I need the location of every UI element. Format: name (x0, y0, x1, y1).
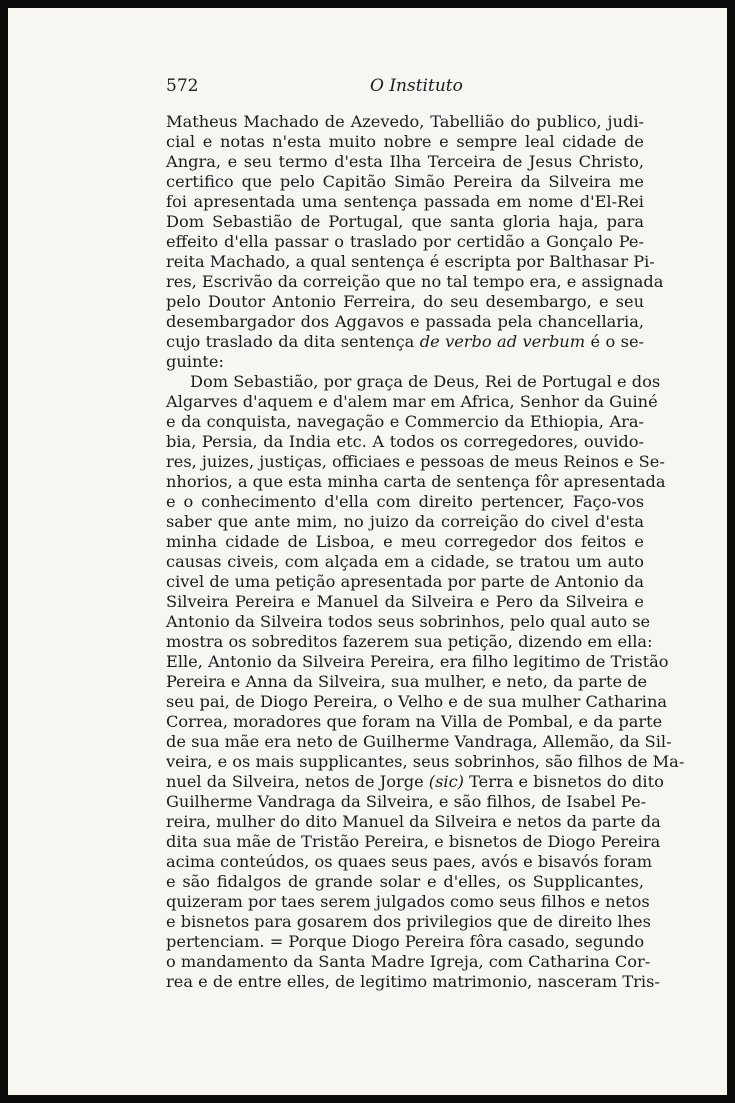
text-line: mostra os sobreditos fazerem sua petição, dizendo em ella: (166, 632, 653, 651)
text-line: Correa, moradores que foram na Villa de Pombal, e da parte (166, 712, 663, 731)
text-line: Silveira Pereira e Manuel da Silveira e Pero da Silveira e (166, 592, 644, 611)
body-text (166, 112, 685, 992)
text-line: guinte: (166, 352, 224, 371)
text-segment: Terra e bisnetos do dito (463, 772, 664, 791)
text-line: causas civeis, com alçada em a cidade, se tratou um auto (166, 552, 644, 571)
text-line: Antonio da Silveira todos seus sobrinhos, pelo qual auto se (166, 612, 651, 631)
page-header (166, 76, 666, 98)
text-line: Algarves d'aquem e d'alem mar em Africa, Senhor da Guiné (166, 392, 658, 411)
text-segment: nuel da Silveira, netos de Jorge (166, 772, 429, 791)
running-title: O Instituto (370, 76, 463, 96)
text-line: e o conhecimento d'ella com direito pertencer, Faço-vos (166, 492, 644, 511)
text-line: veira, e os mais supplicantes, seus sobrinhos, são filhos de Ma- (166, 752, 685, 771)
text-line: Dom Sebastião, por graça de Deus, Rei de Portugal e dos (190, 372, 661, 391)
text-line: cial e notas n'esta muito nobre e sempre leal cidade de (166, 132, 644, 151)
text-line: civel de uma petição apresentada por parte de Antonio da (166, 572, 644, 591)
text-line: Matheus Machado de Azevedo, Tabellião do publico, judi- (166, 112, 644, 131)
text-line: Angra, e seu termo d'esta Ilha Terceira de Jesus Christo, (166, 152, 644, 171)
text-segment: é o se- (585, 332, 645, 351)
text-line: reita Machado, a qual sentença é escripta por Balthasar Pi- (166, 252, 655, 271)
text-line: e bisnetos para gosarem dos privilegios que de direito lhes (166, 912, 651, 931)
text-line: Dom Sebastião de Portugal, que santa gloria haja, para (166, 212, 644, 231)
text-line: acima conteúdos, os quaes seus paes, avós e bisavós foram (166, 852, 653, 871)
text-line: effeito d'ella passar o traslado por certidão a Gonçalo Pe- (166, 232, 644, 251)
text-line: quizeram por taes serem julgados como seus filhos e netos (166, 892, 650, 911)
page-number: 572 (166, 76, 199, 96)
text-line: Pereira e Anna da Silveira, sua mulher, e neto, da parte de (166, 672, 648, 691)
text-line: pertenciam. = Porque Diogo Pereira fôra casado, segundo (166, 932, 645, 951)
text-line (166, 332, 644, 352)
text-line: bia, Persia, da India etc. A todos os corregedores, ouvido- (166, 432, 644, 451)
text-line: o mandamento da Santa Madre Igreja, com Catharina Cor- (166, 952, 651, 971)
text-line: saber que ante mim, no juizo da correição do civel d'esta (166, 512, 644, 531)
text-line: de sua mãe era neto de Guilherme Vandraga, Allemão, da Sil- (166, 732, 672, 751)
text-line: res, Escrivão da correição que no tal tempo era, e assignada (166, 272, 664, 291)
book-page (16, 16, 735, 1103)
text-line: seu pai, de Diogo Pereira, o Velho e de sua mulher Catharina (166, 692, 668, 711)
text-line: dita sua mãe de Tristão Pereira, e bisnetos de Diogo Pereira (166, 832, 661, 851)
italic-phrase: de verbo ad verbum (419, 332, 586, 351)
text-line (166, 772, 664, 792)
text-line: Elle, Antonio da Silveira Pereira, era filho legitimo de Tristão (166, 652, 669, 671)
text-line: res, juizes, justiças, officiaes e pessoas de meus Reinos e Se- (166, 452, 665, 471)
text-line: reira, mulher do dito Manuel da Silveira e netos da parte da (166, 812, 661, 831)
text-line: desembargador dos Aggavos e passada pela chancellaria, (166, 312, 644, 331)
text-line: Guilherme Vandraga da Silveira, e são filhos, de Isabel Pe- (166, 792, 647, 811)
text-line: e da conquista, navegação e Commercio da Ethiopia, Ara- (166, 412, 644, 431)
text-line: minha cidade de Lisboa, e meu corregedor dos feitos e (166, 532, 644, 551)
text-line: e são fidalgos de grande solar e d'elles, os Supplicantes, (166, 872, 644, 891)
text-line: rea e de entre elles, de legitimo matrimonio, nasceram Tris- (166, 972, 660, 991)
text-line: certifico que pelo Capitão Simão Pereira da Silveira me (166, 172, 644, 191)
text-segment: cujo traslado da dita sentença (166, 332, 420, 351)
text-line: pelo Doutor Antonio Ferreira, do seu desembargo, e seu (166, 292, 644, 311)
text-line: foi apresentada uma sentença passada em nome d'El-Rei (166, 192, 644, 211)
italic-sic: (sic) (428, 772, 464, 791)
text-line: nhorios, a que esta minha carta de sentença fôr apresentada (166, 472, 666, 491)
